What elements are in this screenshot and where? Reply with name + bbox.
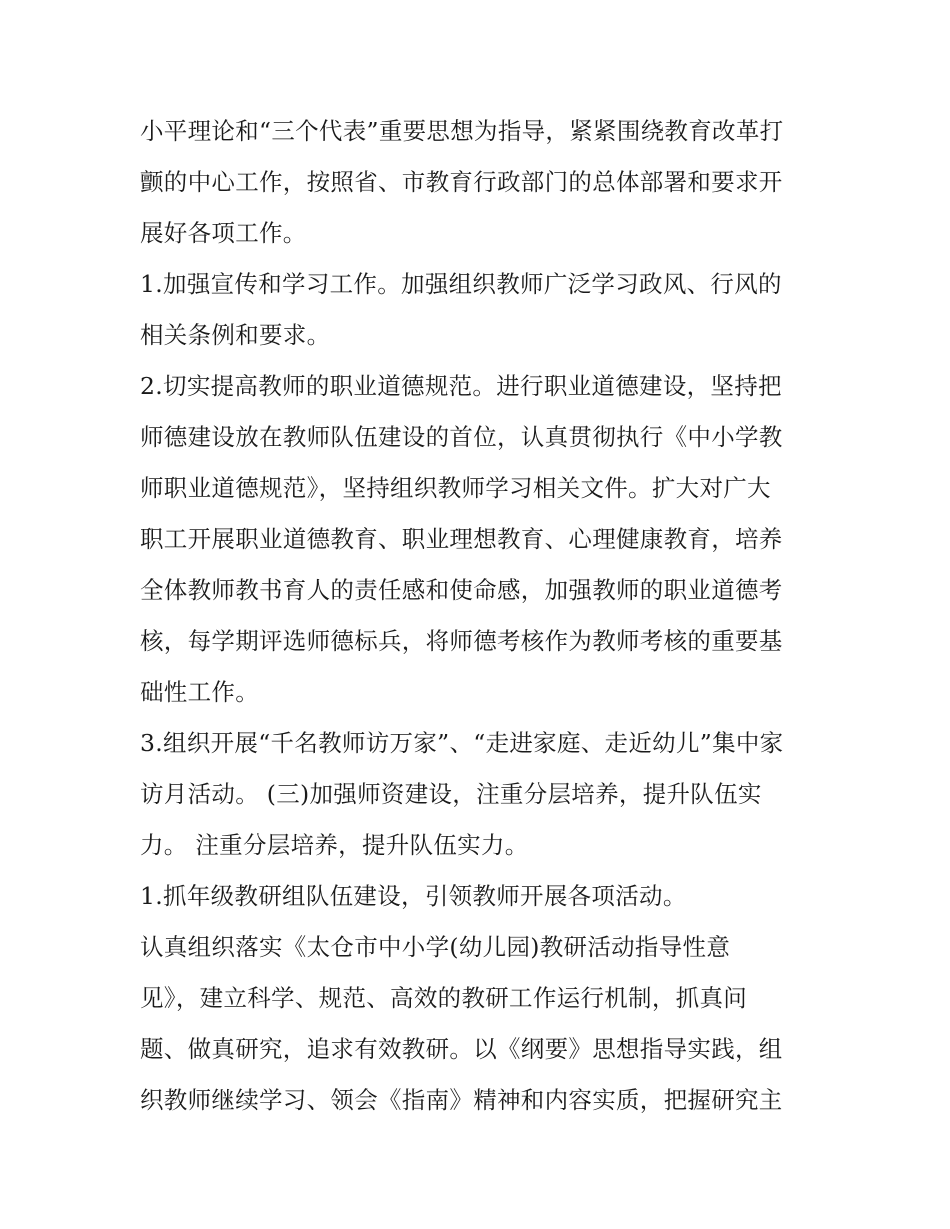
text-line: 核，每学期评选师德标兵，将师德考核作为教师考核的重要基 [140,627,783,655]
text-line: 小平理论和“三个代表”重要思想为指导，紧紧围绕教育改革打 [140,117,784,145]
text-line: 织教师继续学习、领会《指南》精神和内容实质，把握研究主 [140,1086,783,1114]
text-line: 全体教师教书育人的责任感和使命感，加强教师的职业道德考 [140,576,783,604]
text-line: 1.加强宣传和学习工作。加强组织教师广泛学习政风、行风的 [140,270,782,298]
text-line: 认真组织落实《太仓市中小学(幼儿园)教研活动指导性意 [140,933,731,961]
text-line: 见》，建立科学、规范、高效的教研工作运行机制，抓真问 [140,984,748,1012]
text-line: 相关条例和要求。 [140,321,331,349]
text-line: 3.组织开展“千名教师访万家”、“走进家庭、走近幼儿”集中家 [140,729,784,757]
text-line: 展好各项工作。 [140,219,307,247]
text-line: 师德建设放在教师队伍建设的首位，认真贯彻执行《中小学教 [140,423,783,451]
text-line: 1.抓年级教研组队伍建设，引领教师开展各项活动。 [140,882,687,910]
text-line: 力。 注重分层培养，提升队伍实力。 [140,831,529,859]
text-line: 师职业道德规范》，坚持组织教师学习相关文件。扩大对广大 [140,474,771,502]
document-body [140,106,830,1126]
text-line: 2.切实提高教师的职业道德规范。进行职业道德建设，坚持把 [140,372,782,400]
text-line: 颤的中心工作，按照省、市教育行政部门的总体部署和要求开 [140,168,783,196]
text-line: 职工开展职业道德教育、职业理想教育、心理健康教育，培养 [140,525,783,553]
text-line: 础性工作。 [140,678,259,706]
text-line: 题、做真研究，追求有效教研。以《纲要》思想指导实践，组 [140,1035,783,1063]
text-line: 访月活动。 (三)加强师资建设，注重分层培养，提升队伍实 [140,780,762,808]
